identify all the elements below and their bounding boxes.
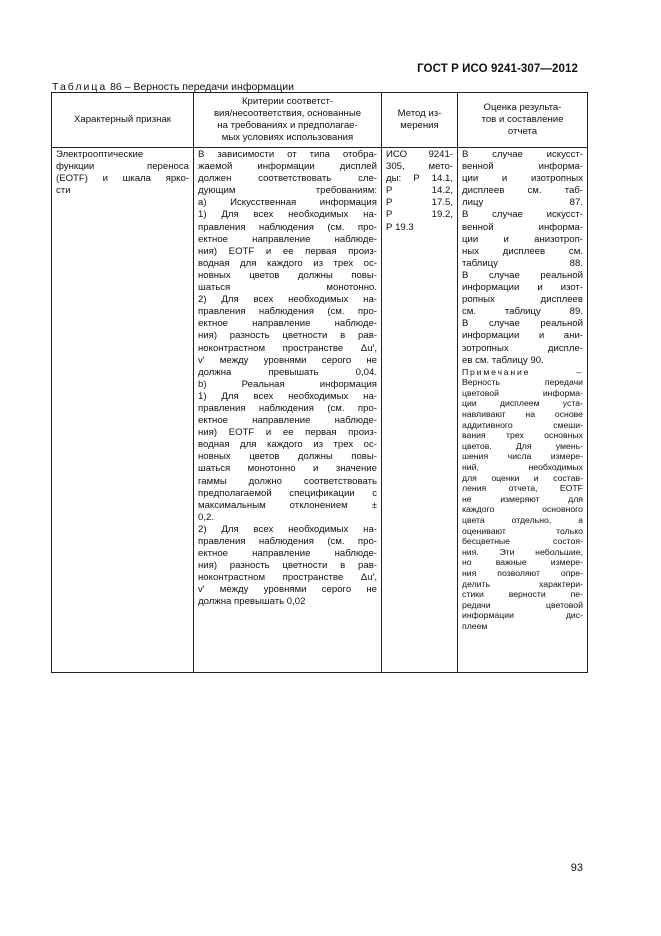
assessment-text <box>462 149 583 367</box>
text-line: венной информа- <box>462 161 583 173</box>
text-line: В случае искусст- <box>462 149 583 160</box>
text-line: ных дисплеев см. <box>462 245 583 257</box>
text-line: цвета отдельно, а <box>462 515 583 525</box>
text-line: ния) разность цветности в рав- <box>198 330 377 342</box>
text-line: бесцветные состоя- <box>462 536 583 547</box>
text-line: вания трех основных <box>462 430 583 441</box>
text-line: 1) Для всех необходимых на- <box>198 390 377 402</box>
text-line: для оценки и состав- <box>462 472 583 483</box>
text-line: венной информа- <box>462 221 583 233</box>
table-header-row <box>52 93 588 148</box>
text-line: см. таблицу 89. <box>462 306 583 318</box>
text-line: мерения <box>400 120 439 131</box>
text-line: шаться монотонно. <box>198 282 377 294</box>
note-body <box>462 377 583 631</box>
text-line: ний, необходимых <box>462 462 583 473</box>
cell-method <box>382 148 458 673</box>
text-line: 305, мето- <box>386 161 453 173</box>
text-line: правления наблюдения (см. про- <box>198 306 377 318</box>
text-line: В случае реальной <box>462 318 583 330</box>
text-line: b) Реальная информация <box>198 378 377 390</box>
text-line: максимальным отклонением ± <box>198 499 377 511</box>
header-feature: Характерный признак <box>52 93 194 148</box>
table-caption-prefix: Таблица <box>52 81 108 93</box>
text-line: a) Искусственная информация <box>198 197 377 209</box>
text-line: цветовой информа- <box>462 387 583 398</box>
text-line: шения числа измере- <box>462 451 583 462</box>
text-line: Метод из- <box>397 107 442 119</box>
text-line: 0,2. <box>198 511 215 523</box>
text-line: новных цветов должны повы- <box>198 451 377 463</box>
text-line: Р 19.3 <box>386 221 414 233</box>
page-number: 93 <box>570 862 583 874</box>
text-line: функции переноса <box>56 161 189 173</box>
text-line: должен соответствовать сле- <box>198 173 377 185</box>
text-line: тов и составление <box>481 113 564 125</box>
text-line: Р 14.2, <box>386 185 453 197</box>
text-line: ев см. таблицу 90. <box>462 354 544 366</box>
text-line: Оценка результа- <box>483 101 562 113</box>
text-line: дисплеев см. таб- <box>462 185 583 197</box>
text-line: но важные измере- <box>462 557 583 568</box>
text-line: оценивают только <box>462 525 583 536</box>
text-line: аддитивного смеши- <box>462 419 583 430</box>
text-line: шаться монотонно и значение <box>198 463 377 475</box>
text-line: сти <box>56 185 71 197</box>
text-line: каждого основного <box>462 504 583 515</box>
text-line: Верность передачи <box>462 377 583 388</box>
text-line: вия/несоответствия, основанные <box>213 107 362 119</box>
cell-assessment <box>458 148 588 673</box>
text-line: правления наблюдения (см. про- <box>198 402 377 414</box>
text-line: В зависимости от типа отобра- <box>198 149 377 160</box>
text-line: 2) Для всех необходимых на- <box>198 523 377 535</box>
text-line: 1) Для всех необходимых на- <box>198 209 377 221</box>
text-line: навливают на основе <box>462 409 583 420</box>
text-line: не измеряют для <box>462 493 583 504</box>
conformance-table <box>51 92 588 673</box>
text-line: зотропных диспле- <box>462 342 583 354</box>
text-line: ектное направление наблюде- <box>198 415 377 427</box>
text-line: ектное направление наблюде- <box>198 548 377 560</box>
table-row <box>52 148 588 673</box>
text-line: ния. Эти небольшие, <box>462 546 583 557</box>
text-line: v′ между уровнями серого не <box>198 584 377 596</box>
text-line: ноконтрастном пространстве Δu′, <box>198 342 377 354</box>
text-line: лицу 87. <box>462 197 583 209</box>
text-line: ния) EOTF и ее первая произ- <box>198 245 377 257</box>
assessment-note <box>462 367 583 632</box>
text-line: ИСО 9241- <box>386 149 453 160</box>
text-line: новных цветов должны повы- <box>198 269 377 281</box>
text-line: ции дисплеем уста- <box>462 398 583 409</box>
text-line: Критерии соответст- <box>241 95 334 107</box>
text-line: ектное направление наблюде- <box>198 233 377 245</box>
document-code: ГОСТ Р ИСО 9241-307—2012 <box>417 63 578 75</box>
text-line: информации дис- <box>462 610 583 621</box>
cell-criteria <box>194 148 382 673</box>
text-line: ции и анизотроп- <box>462 233 583 245</box>
cell-feature <box>52 148 194 673</box>
text-line: делить характери- <box>462 578 583 589</box>
text-line: ноконтрастном пространстве Δu′, <box>198 572 377 584</box>
text-line: правления наблюдения (см. про- <box>198 221 377 233</box>
text-line: Электрооптические <box>56 149 144 160</box>
text-line: водная для каждого из трех ос- <box>198 257 377 269</box>
text-line: ектное направление наблюде- <box>198 318 377 330</box>
text-line: таблицу 88. <box>462 257 583 269</box>
text-line: В случае искусст- <box>462 209 583 221</box>
text-line: ропных дисплеев <box>462 294 583 306</box>
text-line: ния) разность цветности в рав- <box>198 560 377 572</box>
text-line: стики верности пе- <box>462 589 583 600</box>
text-line: ции и изотропных <box>462 173 583 185</box>
text-line: отчета <box>507 126 538 138</box>
text-line: 2) Для всех необходимых на- <box>198 294 377 306</box>
text-line: на требованиях и предполагае- <box>217 120 358 131</box>
text-line: информации и изот- <box>462 282 583 294</box>
text-line: должна превышать 0,02 <box>198 596 306 608</box>
table-caption-title: 86 – Верность передачи информации <box>107 81 294 93</box>
text-line: водная для каждого из трех ос- <box>198 439 377 451</box>
header-method <box>382 93 458 148</box>
text-line: гаммы должно соответствовать <box>198 475 377 487</box>
note-label: Примечание – <box>462 366 583 377</box>
text-line: информации и ани- <box>462 330 583 342</box>
text-line: редачи цветовой <box>462 599 583 610</box>
text-line: Р 17.5, <box>386 197 453 209</box>
text-line: цветов. Для умень- <box>462 440 583 451</box>
note-label-line <box>462 367 583 378</box>
text-line: Р 19.2, <box>386 209 453 221</box>
text-line: ления отчета, EOTF <box>462 483 583 494</box>
text-line: правления наблюдения (см. про- <box>198 536 377 547</box>
text-line: ния) EOTF и ее первая произ- <box>198 427 377 439</box>
text-line: плеем <box>462 620 488 631</box>
text-line: мых условиях использования <box>221 132 354 144</box>
text-line: ды: Р 14.1, <box>386 173 453 185</box>
text-line: жаемой информации дисплей <box>198 161 377 173</box>
text-line: (EOTF) и шкала ярко- <box>56 173 189 185</box>
text-line: должна превышать 0,04. <box>198 366 377 378</box>
header-criteria <box>194 93 382 148</box>
text-line: предполагаемой спецификации с <box>198 487 377 499</box>
text-line: ния позволяют опре- <box>462 567 583 578</box>
text-line: дующим требованиям: <box>198 185 377 197</box>
text-line: v′ между уровнями серого не <box>198 354 377 366</box>
text-line: В случае реальной <box>462 269 583 281</box>
header-assessment <box>458 93 588 148</box>
